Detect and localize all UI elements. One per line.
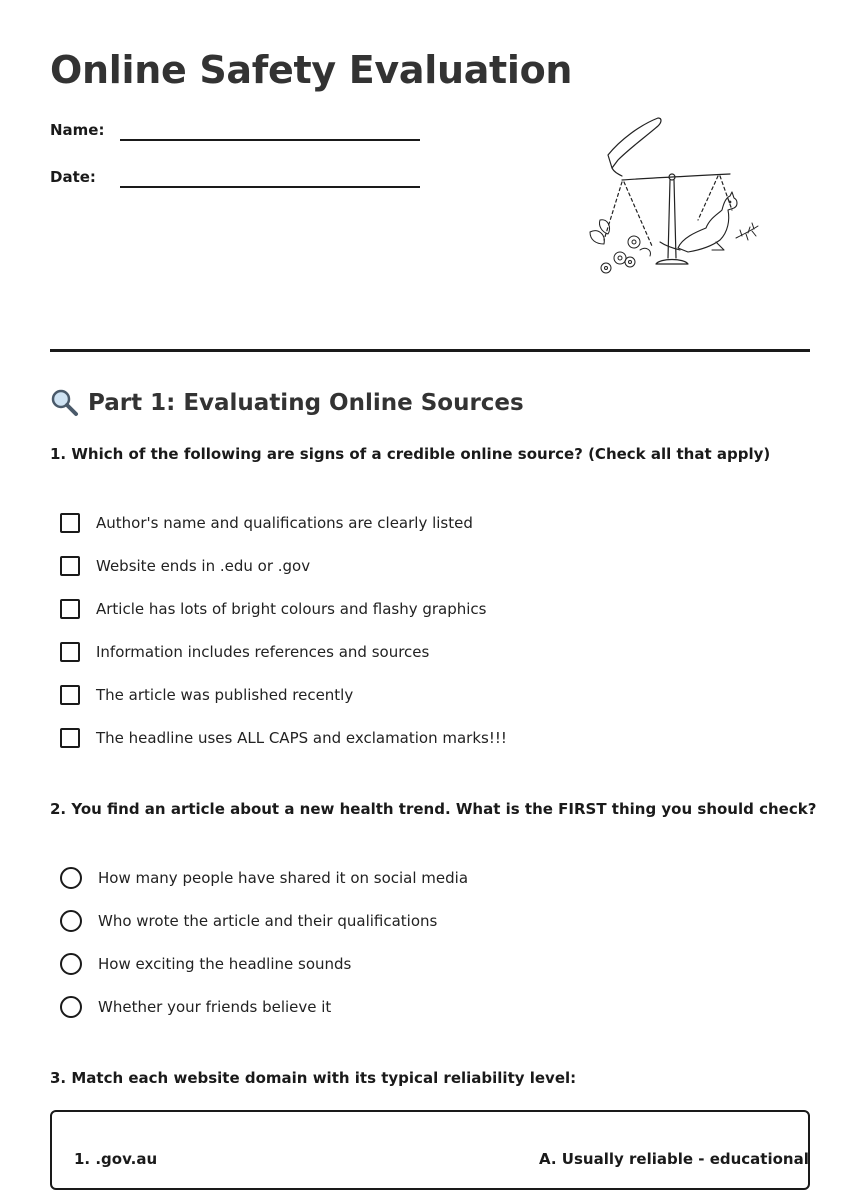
q1-checkbox[interactable] [60,642,80,662]
q1-checkbox[interactable] [60,599,80,619]
flowers [590,220,650,273]
question-2-text: 2. You find an article about a new health trend. What is the FIRST thing you should check? [50,800,817,818]
match-right-item: A. Usually reliable - educational [539,1150,809,1168]
question-1-options [60,501,507,759]
name-field-row [50,121,420,141]
q1-option [60,630,507,673]
q2-radio[interactable] [60,953,82,975]
q1-option-label: The article was published recently [96,685,354,704]
q1-option-label: Author's name and qualifications are clearly listed [96,513,473,532]
q1-checkbox[interactable] [60,728,80,748]
part1-heading [50,388,524,418]
question-3-text: 3. Match each website domain with its typical reliability level: [50,1069,577,1087]
branch [736,223,758,240]
q1-option [60,587,507,630]
q2-option [60,856,468,899]
date-input-line[interactable] [120,168,420,188]
q2-option [60,899,468,942]
matching-box [50,1110,810,1190]
q1-checkbox[interactable] [60,685,80,705]
q1-option-label: Information includes references and sources [96,642,430,661]
question-2-options [60,856,468,1028]
q1-option [60,501,507,544]
match-left-item: 1. .gov.au [74,1150,158,1168]
kangaroo [660,192,737,252]
part1-title: Part 1: Evaluating Online Sources [88,390,524,416]
q2-option-label: Whether your friends believe it [98,997,332,1016]
q1-option [60,544,507,587]
date-field-row [50,168,420,188]
q1-checkbox[interactable] [60,556,80,576]
question-1-text: 1. Which of the following are signs of a credible online source? (Check all that apply) [50,445,771,463]
q2-option [60,942,468,985]
name-input-line[interactable] [120,121,420,141]
scale-beam [622,174,730,180]
quill-pen [608,118,661,168]
q2-option-label: How many people have shared it on social media [98,868,469,887]
q1-option [60,716,507,759]
header-divider [50,349,810,352]
q2-radio[interactable] [60,996,82,1018]
page-title: Online Safety Evaluation [50,48,573,92]
q2-radio[interactable] [60,867,82,889]
q1-option-label: The headline uses ALL CAPS and exclamation marks!!! [96,728,507,747]
q1-option-label: Website ends in .edu or .gov [96,556,311,575]
q2-option-label: How exciting the headline sounds [98,954,352,973]
q1-option [60,673,507,716]
q1-option-label: Article has lots of bright colours and flashy graphics [96,599,487,618]
name-label: Name: [50,121,105,139]
magnifying-glass-icon [50,388,80,418]
q2-option-label: Who wrote the article and their qualifications [98,911,438,930]
q2-option [60,985,468,1028]
scales-illustration [560,110,780,290]
q1-checkbox[interactable] [60,513,80,533]
q2-radio[interactable] [60,910,82,932]
date-label: Date: [50,168,96,186]
